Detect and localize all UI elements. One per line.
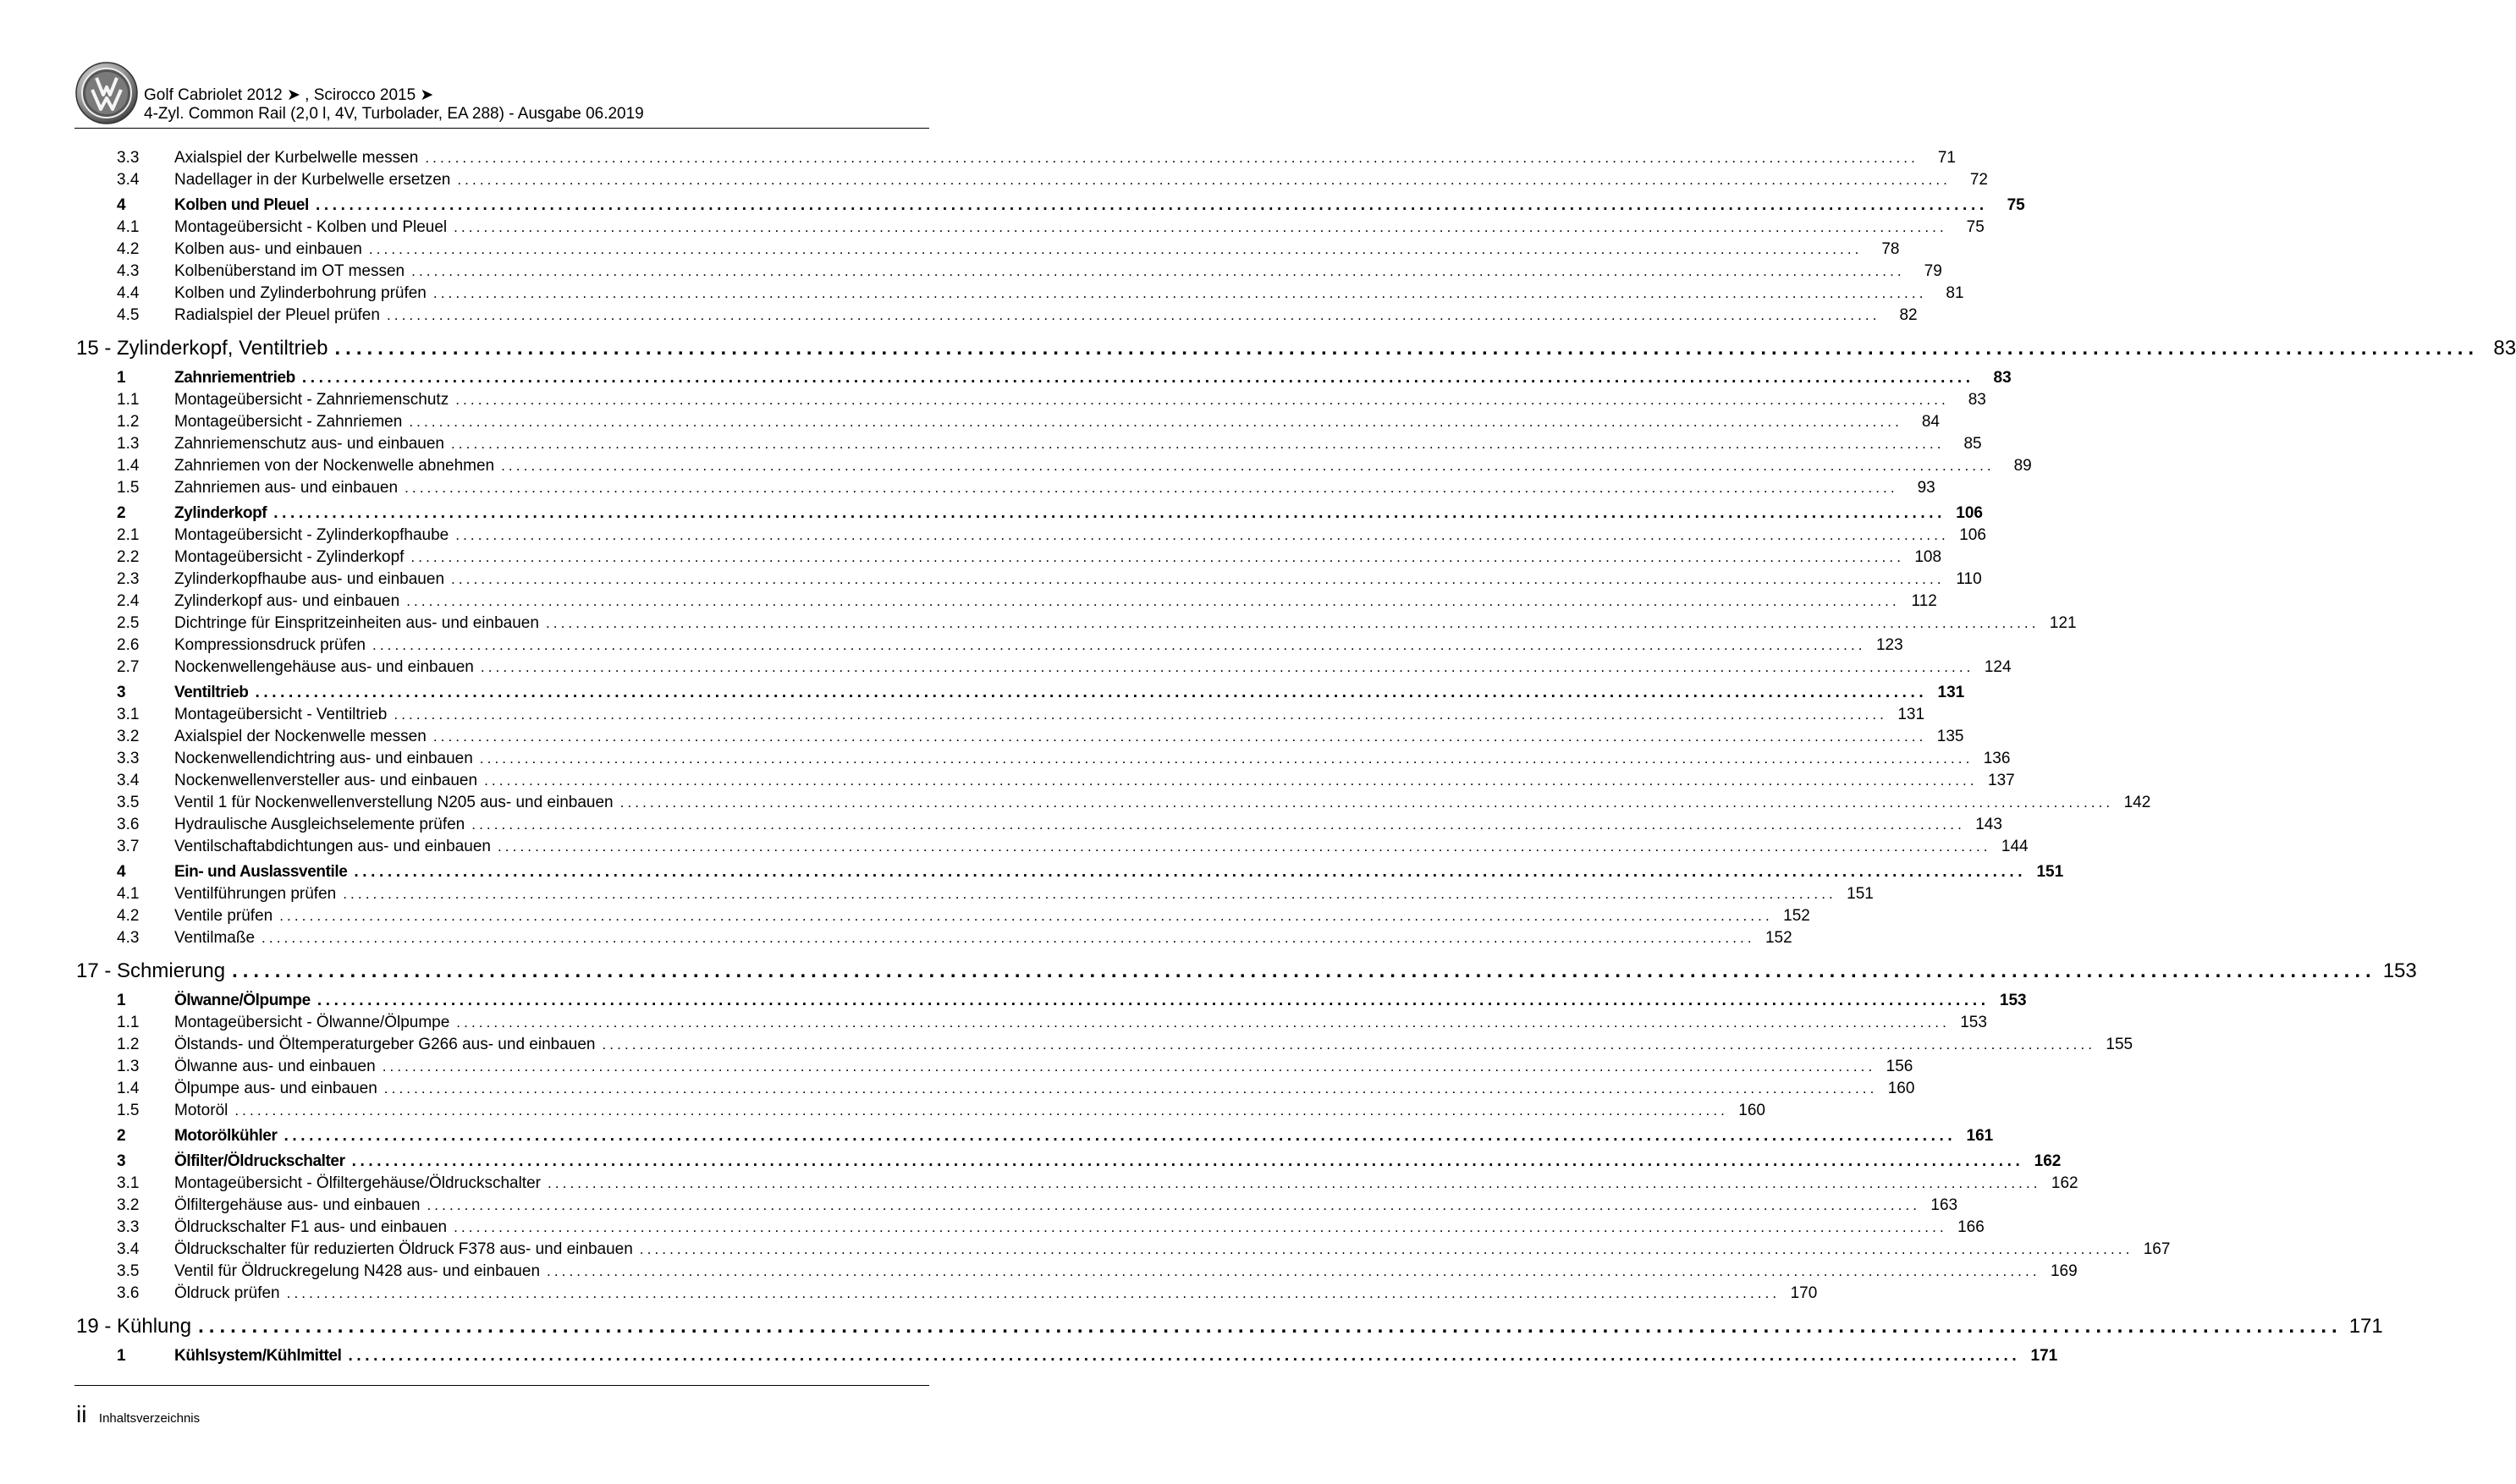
toc-leader-dots: ........................................................................................................................................................................................................ bbox=[450, 436, 1945, 452]
toc-leader-dots: ........................................................................................................................................................................................................ bbox=[456, 1014, 1950, 1031]
toc-number: 4.1 bbox=[117, 218, 140, 236]
toc-page-number: 72 bbox=[1969, 171, 1988, 189]
toc-title: Öldruckschalter F1 aus- und einbauen bbox=[174, 1218, 448, 1236]
toc-number: 1.2 bbox=[117, 1036, 140, 1053]
toc-number: 2.5 bbox=[117, 614, 140, 632]
toc-subsection[interactable] bbox=[76, 1217, 1985, 1239]
toc-subsection[interactable] bbox=[76, 389, 1986, 411]
toc-title: Dichtringe für Einspritzeinheiten aus- und einbauen bbox=[174, 614, 539, 632]
toc-number: 3.5 bbox=[117, 1262, 140, 1280]
toc-chapter[interactable] bbox=[76, 1305, 2383, 1342]
toc-subsection[interactable] bbox=[76, 1012, 1987, 1034]
toc-subsection[interactable] bbox=[76, 455, 2032, 477]
toc-number: 4 bbox=[117, 196, 126, 214]
toc-leader-dots: ........................................................................................................................................................................................................ bbox=[501, 458, 1995, 474]
toc-number: 3.4 bbox=[117, 772, 140, 789]
toc-subsection[interactable] bbox=[76, 792, 2151, 814]
toc-page-number: 93 bbox=[1917, 479, 1935, 497]
toc-title: Kolben aus- und einbauen bbox=[174, 240, 362, 258]
toc-leader-dots: ........................................................................................................................................................................................................ bbox=[409, 414, 1902, 430]
toc-page-number: 160 bbox=[1887, 1080, 1915, 1097]
toc-title: Ventiltrieb bbox=[174, 684, 249, 701]
toc-page-number: 171 bbox=[2030, 1347, 2058, 1365]
toc-subsection[interactable] bbox=[76, 770, 2015, 792]
toc-subsection[interactable] bbox=[76, 1195, 1958, 1217]
toc-number: 3.2 bbox=[117, 1196, 140, 1214]
toc-title: Montageübersicht - Ölfiltergehäuse/Öldruckschalter bbox=[174, 1174, 541, 1192]
toc-leader-dots: ........................................................................................................................................................................................................ bbox=[411, 263, 1905, 279]
toc-page-number: 142 bbox=[2123, 794, 2151, 811]
toc-page-number: 121 bbox=[2049, 614, 2077, 632]
toc-leader-dots: ........................................................................................................................................................................................................ bbox=[273, 504, 1946, 522]
toc-number: 3.4 bbox=[117, 171, 140, 189]
toc-number: 3.3 bbox=[117, 750, 140, 767]
toc-leader-dots: ........................................................................................................................................................................................................ bbox=[382, 1058, 1876, 1075]
toc-number: 3.5 bbox=[117, 794, 140, 811]
toc-number: 1.5 bbox=[117, 479, 140, 497]
toc-page-number: 123 bbox=[1875, 636, 1903, 654]
toc-title: Ventilschaftabdichtungen aus- und einbauen bbox=[174, 838, 491, 855]
toc-number: 2.7 bbox=[117, 658, 140, 676]
toc-title: 19 - Kühlung bbox=[76, 1315, 192, 1338]
toc-subsection[interactable] bbox=[76, 591, 1937, 613]
toc-section[interactable] bbox=[76, 364, 2012, 389]
toc-subsection[interactable] bbox=[76, 1173, 2078, 1195]
toc-title: Montageübersicht - Zylinderkopf bbox=[174, 548, 405, 566]
toc-leader-dots: ........................................................................................................................................................................................................ bbox=[619, 794, 2114, 811]
toc-number: 1.1 bbox=[117, 391, 140, 409]
toc-leader-dots: ........................................................................................................................................................................................................ bbox=[301, 369, 1974, 387]
toc-number: 4.2 bbox=[117, 907, 140, 925]
toc-section[interactable] bbox=[76, 1122, 1994, 1147]
toc-leader-dots: ........................................................................................................................................................................................................ bbox=[406, 593, 1900, 609]
toc-page-number: 81 bbox=[1946, 284, 1964, 302]
toc-number: 2 bbox=[117, 504, 126, 522]
toc-leader-dots: ........................................................................................................................................................................................................ bbox=[386, 307, 1880, 323]
toc-title: Öldruckschalter für reduzierten Öldruck F378 aus- und einbauen bbox=[174, 1240, 633, 1258]
toc-leader-dots: ........................................................................................................................................................................................................ bbox=[454, 1219, 1947, 1235]
toc-leader-dots: ........................................................................................................................................................................................................ bbox=[432, 728, 1927, 745]
toc-subsection[interactable] bbox=[76, 217, 1985, 239]
footer-divider bbox=[74, 1385, 929, 1386]
toc-number: 3.3 bbox=[117, 1218, 140, 1236]
toc-subsection[interactable] bbox=[76, 927, 1792, 949]
toc-number: 3 bbox=[117, 1152, 126, 1170]
toc-leader-dots: ........................................................................................................................................................................................................ bbox=[454, 219, 1947, 235]
toc-section[interactable] bbox=[76, 191, 2025, 217]
toc-section[interactable] bbox=[76, 1342, 2058, 1367]
toc-page-number: 155 bbox=[2106, 1036, 2133, 1053]
toc-page-number: 89 bbox=[2013, 457, 2032, 475]
toc-page-number: 131 bbox=[1937, 684, 1965, 701]
toc-title: Zylinderkopf aus- und einbauen bbox=[174, 592, 400, 610]
toc-number: 3.3 bbox=[117, 149, 140, 167]
toc-page-number: 152 bbox=[1783, 907, 1810, 925]
toc-leader-dots: ........................................................................................................................................................................................................ bbox=[262, 930, 1755, 946]
toc-title: Montageübersicht - Zahnriemen bbox=[174, 413, 403, 431]
toc-title: Nockenwellenversteller aus- und einbauen bbox=[174, 772, 478, 789]
toc-leader-dots: ........................................................................................................................................................................................................ bbox=[479, 750, 1974, 767]
toc-subsection[interactable] bbox=[76, 547, 1942, 569]
toc-section[interactable] bbox=[76, 1147, 2062, 1173]
toc-page-number: 135 bbox=[1936, 728, 1964, 745]
toc-leader-dots: ........................................................................................................................................................................................................ bbox=[284, 1127, 1957, 1145]
toc-page-number: 85 bbox=[1963, 435, 1982, 453]
toc-title: Ventil für Öldruckregelung N428 aus- und einbauen bbox=[174, 1262, 541, 1280]
toc-leader-dots: ........................................................................................................................................................................................................ bbox=[198, 1315, 2343, 1338]
toc-title: Nadellager in der Kurbelwelle ersetzen bbox=[174, 171, 451, 189]
toc-leader-dots: ........................................................................................................................................................................................................ bbox=[334, 337, 2480, 360]
toc-title: Montageübersicht - Ventiltrieb bbox=[174, 706, 388, 723]
toc-subsection[interactable] bbox=[76, 239, 1900, 261]
toc-number: 3 bbox=[117, 684, 126, 701]
toc-leader-dots: ........................................................................................................................................................................................................ bbox=[234, 1102, 1728, 1118]
toc-subsection[interactable] bbox=[76, 261, 1942, 283]
toc-leader-dots: ........................................................................................................................................................................................................ bbox=[255, 684, 1928, 701]
toc-subsection[interactable] bbox=[76, 1056, 1913, 1078]
toc-leader-dots: ........................................................................................................................................................................................................ bbox=[639, 1241, 2133, 1257]
toc-number: 1.2 bbox=[117, 413, 140, 431]
toc-title: Zahnriemen von der Nockenwelle abnehmen bbox=[174, 457, 495, 475]
toc-leader-dots: ........................................................................................................................................................................................................ bbox=[455, 392, 1949, 408]
toc-subsection[interactable] bbox=[76, 657, 2012, 679]
toc-leader-dots: ........................................................................................................................................................................................................ bbox=[286, 1285, 1781, 1301]
toc-number: 4.3 bbox=[117, 262, 140, 280]
toc-subsection[interactable] bbox=[76, 836, 2029, 858]
toc-subsection[interactable] bbox=[76, 748, 2011, 770]
toc-leader-dots: ........................................................................................................................................................................................................ bbox=[232, 959, 2376, 982]
toc-subsection[interactable] bbox=[76, 305, 1918, 327]
toc-title: Ölwanne/Ölpumpe bbox=[174, 992, 311, 1009]
toc-page-number: 106 bbox=[1959, 526, 1986, 544]
toc-title: Motoröl bbox=[174, 1102, 228, 1119]
footer-label: Inhaltsverzeichnis bbox=[98, 1411, 201, 1426]
toc-page-number: 144 bbox=[2001, 838, 2029, 855]
toc-page-number: 78 bbox=[1881, 240, 1900, 258]
toc-page-number: 153 bbox=[1999, 992, 2027, 1009]
toc-page-number: 143 bbox=[1975, 816, 2002, 833]
toc-number: 3.1 bbox=[117, 706, 140, 723]
toc-title: Öldruck prüfen bbox=[174, 1284, 280, 1302]
toc-page-number: 75 bbox=[2007, 196, 2025, 214]
toc-title: Zahnriemenschutz aus- und einbauen bbox=[174, 435, 444, 453]
toc-leader-dots: ........................................................................................................................................................................................................ bbox=[368, 241, 1863, 257]
toc-page-number: 169 bbox=[2050, 1262, 2078, 1280]
toc-title: Kolbenüberstand im OT messen bbox=[174, 262, 405, 280]
toc-page-number: 166 bbox=[1957, 1218, 1985, 1236]
toc-number: 3.4 bbox=[117, 1240, 140, 1258]
toc-leader-dots: ........................................................................................................................................................................................................ bbox=[348, 1347, 2021, 1365]
toc-subsection[interactable] bbox=[76, 1078, 1915, 1100]
toc-title: Axialspiel der Nockenwelle messen bbox=[174, 728, 427, 745]
toc-page-number: 83 bbox=[1993, 369, 2012, 387]
toc-leader-dots: ........................................................................................................................................................................................................ bbox=[480, 659, 1974, 675]
toc-number: 3.1 bbox=[117, 1174, 140, 1192]
toc-page-number: 110 bbox=[1956, 570, 1982, 588]
toc-leader-dots: ........................................................................................................................................................................................................ bbox=[354, 863, 2027, 881]
toc-number: 1.3 bbox=[117, 435, 140, 453]
toc-subsection[interactable] bbox=[76, 411, 1940, 433]
toc-page-number: 162 bbox=[2034, 1152, 2062, 1170]
toc-title: Montageübersicht - Zylinderkopfhaube bbox=[174, 526, 449, 544]
toc-chapter[interactable] bbox=[76, 949, 2417, 987]
toc-page-number: 71 bbox=[1937, 149, 1956, 167]
toc-title: Radialspiel der Pleuel prüfen bbox=[174, 306, 380, 324]
toc-page-number: 112 bbox=[1911, 592, 1937, 610]
toc-page-number: 108 bbox=[1914, 548, 1942, 566]
toc-subsection[interactable] bbox=[76, 147, 1956, 169]
toc-subsection[interactable] bbox=[76, 569, 1982, 591]
toc-number: 1 bbox=[117, 992, 126, 1009]
toc-leader-dots: ........................................................................................................................................................................................................ bbox=[602, 1036, 2096, 1053]
toc-page-number: 152 bbox=[1765, 929, 1792, 947]
toc-title: Kühlsystem/Kühlmittel bbox=[174, 1347, 342, 1365]
toc-page-number: 153 bbox=[1960, 1014, 1987, 1031]
toc-leader-dots: ........................................................................................................................................................................................................ bbox=[497, 838, 1991, 855]
toc-subsection[interactable] bbox=[76, 704, 1925, 726]
toc-leader-dots: ........................................................................................................................................................................................................ bbox=[383, 1080, 1878, 1097]
toc-number: 4.3 bbox=[117, 929, 140, 947]
toc-number: 4.4 bbox=[117, 284, 140, 302]
toc-number: 2.4 bbox=[117, 592, 140, 610]
toc-title: Kolben und Pleuel bbox=[174, 196, 309, 214]
toc-leader-dots: ........................................................................................................................................................................................................ bbox=[317, 992, 1990, 1009]
table-of-contents bbox=[76, 147, 2516, 1367]
toc-title: Ventile prüfen bbox=[174, 907, 273, 925]
toc-page-number: 151 bbox=[2036, 863, 2064, 881]
toc-number: 1.4 bbox=[117, 457, 140, 475]
toc-title: Zahnriemen aus- und einbauen bbox=[174, 479, 399, 497]
toc-title: Ölstands- und Öltemperaturgeber G266 aus- und einbauen bbox=[174, 1036, 596, 1053]
toc-title: Ölpumpe aus- und einbauen bbox=[174, 1080, 377, 1097]
toc-leader-dots: ........................................................................................................................................................................................................ bbox=[351, 1152, 2024, 1170]
toc-number: 3.6 bbox=[117, 1284, 140, 1302]
toc-subsection[interactable] bbox=[76, 169, 1988, 191]
toc-leader-dots: ........................................................................................................................................................................................................ bbox=[279, 908, 1773, 924]
toc-title: Ein- und Auslassventile bbox=[174, 863, 348, 881]
toc-title: Motorölkühler bbox=[174, 1127, 278, 1145]
toc-subsection[interactable] bbox=[76, 433, 1982, 455]
toc-number: 4.2 bbox=[117, 240, 140, 258]
toc-title: Kompressionsdruck prüfen bbox=[174, 636, 366, 654]
toc-title: Ölfilter/Öldruckschalter bbox=[174, 1152, 345, 1170]
toc-page-number: 79 bbox=[1924, 262, 1942, 280]
toc-title: Kolben und Zylinderbohrung prüfen bbox=[174, 284, 427, 302]
toc-title: Hydraulische Ausgleichselemente prüfen bbox=[174, 816, 465, 833]
toc-number: 2.3 bbox=[117, 570, 140, 588]
toc-leader-dots: ........................................................................................................................................................................................................ bbox=[315, 196, 1988, 214]
toc-number: 3.6 bbox=[117, 816, 140, 833]
toc-subsection[interactable] bbox=[76, 1261, 2078, 1283]
toc-number: 1.5 bbox=[117, 1102, 140, 1119]
toc-title: 17 - Schmierung bbox=[76, 959, 226, 982]
toc-page-number: 137 bbox=[1988, 772, 2015, 789]
toc-title: Ventilmaße bbox=[174, 929, 256, 947]
toc-number: 1 bbox=[117, 369, 126, 387]
toc-subsection[interactable] bbox=[76, 477, 1935, 499]
toc-leader-dots: ........................................................................................................................................................................................................ bbox=[484, 772, 1978, 789]
toc-page-number: 136 bbox=[1983, 750, 2011, 767]
toc-number: 3.7 bbox=[117, 838, 140, 855]
toc-leader-dots: ........................................................................................................................................................................................................ bbox=[451, 571, 1945, 587]
toc-page-number: 84 bbox=[1921, 413, 1940, 431]
toc-title: 15 - Zylinderkopf, Ventiltrieb bbox=[76, 337, 328, 360]
vw-logo-icon bbox=[74, 61, 139, 125]
toc-leader-dots: ........................................................................................................................................................................................................ bbox=[471, 816, 1965, 833]
toc-title: Ventilführungen prüfen bbox=[174, 885, 337, 903]
toc-title: Montageübersicht - Kolben und Pleuel bbox=[174, 218, 448, 236]
toc-number: 4.1 bbox=[117, 885, 140, 903]
toc-number: 1.3 bbox=[117, 1058, 140, 1075]
toc-title: Ölwanne aus- und einbauen bbox=[174, 1058, 376, 1075]
toc-number: 2.2 bbox=[117, 548, 140, 566]
page-footer bbox=[76, 1401, 200, 1428]
header-divider bbox=[74, 128, 929, 129]
toc-title: Ölfiltergehäuse aus- und einbauen bbox=[174, 1196, 421, 1214]
toc-section[interactable] bbox=[76, 499, 1983, 525]
toc-page-number: 124 bbox=[1984, 658, 2012, 676]
toc-leader-dots: ........................................................................................................................................................................................................ bbox=[394, 706, 1888, 723]
toc-section[interactable] bbox=[76, 987, 2027, 1012]
toc-number: 4 bbox=[117, 863, 126, 881]
toc-title: Ventil 1 für Nockenwellenverstellung N205 aus- und einbauen bbox=[174, 794, 614, 811]
toc-subsection[interactable] bbox=[76, 283, 1964, 305]
toc-page-number: 83 bbox=[2493, 337, 2516, 360]
toc-subsection[interactable] bbox=[76, 613, 2077, 635]
toc-subsection[interactable] bbox=[76, 1034, 2133, 1056]
toc-subsection[interactable] bbox=[76, 1100, 1765, 1122]
toc-number: 2 bbox=[117, 1127, 126, 1145]
toc-number: 4.5 bbox=[117, 306, 140, 324]
toc-subsection[interactable] bbox=[76, 525, 1986, 547]
toc-subsection[interactable] bbox=[76, 883, 1874, 905]
toc-number: 1.1 bbox=[117, 1014, 140, 1031]
toc-page-number: 156 bbox=[1886, 1058, 1913, 1075]
toc-number: 2.1 bbox=[117, 526, 140, 544]
toc-title: Nockenwellengehäuse aus- und einbauen bbox=[174, 658, 474, 676]
toc-title: Montageübersicht - Ölwanne/Ölpumpe bbox=[174, 1014, 450, 1031]
toc-page-number: 171 bbox=[2348, 1315, 2383, 1338]
toc-page-number: 162 bbox=[2051, 1174, 2078, 1192]
toc-page-number: 167 bbox=[2143, 1240, 2171, 1258]
toc-title: Zylinderkopfhaube aus- und einbauen bbox=[174, 570, 445, 588]
toc-subsection[interactable] bbox=[76, 1283, 1818, 1305]
toc-page-number: 75 bbox=[1966, 218, 1985, 236]
toc-title: Zahnriementrieb bbox=[174, 369, 295, 387]
toc-page-number: 161 bbox=[1966, 1127, 1994, 1145]
toc-page-number: 170 bbox=[1790, 1284, 1818, 1302]
toc-leader-dots: ........................................................................................................................................................................................................ bbox=[457, 172, 1951, 188]
toc-page-number: 83 bbox=[1968, 391, 1986, 409]
toc-page-number: 151 bbox=[1847, 885, 1874, 903]
toc-page-number: 131 bbox=[1897, 706, 1925, 723]
page-header bbox=[74, 61, 929, 127]
toc-section[interactable] bbox=[76, 858, 2064, 883]
toc-leader-dots: ........................................................................................................................................................................................................ bbox=[545, 615, 2040, 631]
toc-page-number: 160 bbox=[1738, 1102, 1765, 1119]
toc-page-number: 106 bbox=[1956, 504, 1983, 522]
header-title-line1: Golf Cabriolet 2012 ➤ , Scirocco 2015 ➤ bbox=[144, 86, 434, 104]
toc-number: 1.4 bbox=[117, 1080, 140, 1097]
toc-section[interactable] bbox=[76, 679, 1965, 704]
toc-subsection[interactable] bbox=[76, 905, 1810, 927]
toc-leader-dots: ........................................................................................................................................................................................................ bbox=[405, 480, 1898, 496]
toc-title: Montageübersicht - Zahnriemenschutz bbox=[174, 391, 449, 409]
toc-subsection[interactable] bbox=[76, 814, 2002, 836]
toc-page-number: 82 bbox=[1899, 306, 1918, 324]
toc-number: 1 bbox=[117, 1347, 126, 1365]
toc-number: 3.2 bbox=[117, 728, 140, 745]
toc-page-number: 163 bbox=[1930, 1196, 1958, 1214]
toc-chapter[interactable] bbox=[76, 327, 2516, 364]
toc-title: Nockenwellendichtring aus- und einbauen bbox=[174, 750, 473, 767]
toc-leader-dots: ........................................................................................................................................................................................................ bbox=[343, 886, 1836, 902]
toc-title: Axialspiel der Kurbelwelle messen bbox=[174, 149, 419, 167]
footer-page-number: ii bbox=[76, 1401, 87, 1427]
toc-leader-dots: ........................................................................................................................................................................................................ bbox=[547, 1263, 2040, 1279]
toc-page-number: 153 bbox=[2382, 959, 2417, 982]
toc-leader-dots: ........................................................................................................................................................................................................ bbox=[455, 527, 1949, 543]
toc-subsection[interactable] bbox=[76, 1239, 2171, 1261]
toc-title: Zylinderkopf bbox=[174, 504, 267, 522]
toc-leader-dots: ........................................................................................................................................................................................................ bbox=[547, 1175, 2041, 1191]
toc-leader-dots: ........................................................................................................................................................................................................ bbox=[425, 150, 1919, 166]
toc-leader-dots: ........................................................................................................................................................................................................ bbox=[427, 1197, 1921, 1213]
toc-leader-dots: ........................................................................................................................................................................................................ bbox=[410, 549, 1905, 565]
header-title-line2: 4-Zyl. Common Rail (2,0 l, 4V, Turbolader, EA 288) - Ausgabe 06.2019 bbox=[144, 105, 644, 123]
toc-leader-dots: ........................................................................................................................................................................................................ bbox=[432, 285, 1927, 301]
toc-subsection[interactable] bbox=[76, 726, 1964, 748]
toc-leader-dots: ........................................................................................................................................................................................................ bbox=[372, 637, 1866, 653]
toc-subsection[interactable] bbox=[76, 635, 1903, 657]
toc-number: 2.6 bbox=[117, 636, 140, 654]
